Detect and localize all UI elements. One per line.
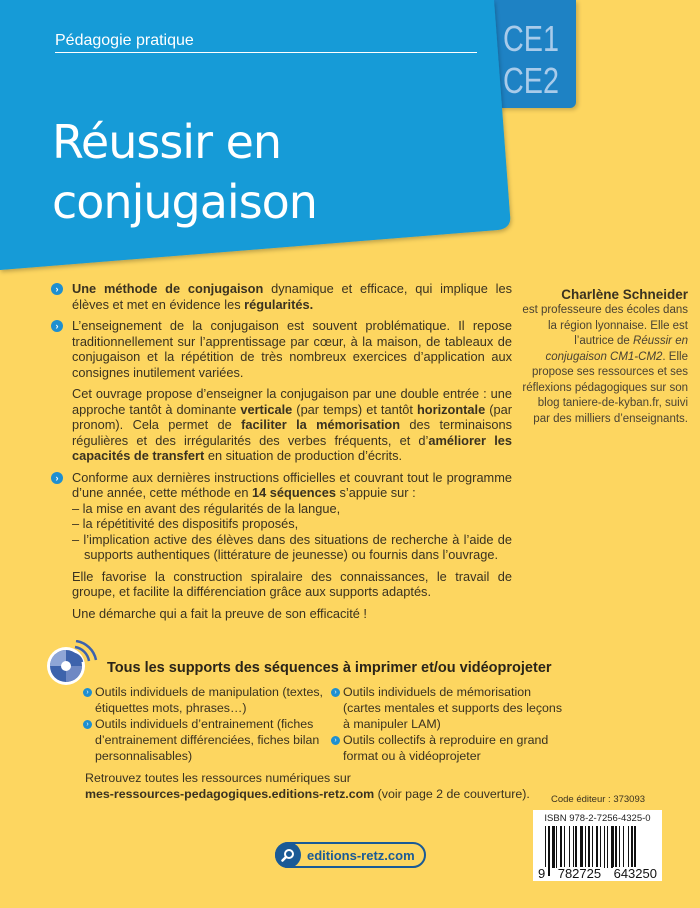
barcode-bar bbox=[588, 826, 590, 868]
list-item: – la répétitivité des dispositifs proposés, bbox=[72, 516, 299, 531]
cd-digital-icon bbox=[44, 640, 98, 686]
barcode-digit-group: 782725 bbox=[557, 866, 602, 881]
paragraph-problem: › L’enseignement de la conjugaison est souvent problématique. Il repose traditionnellement sur l’apprentissage par cœur, à la maison, de tableaux de conjugaison et la répétition de très nombreux exercices d’application aux consignes inutilement variées. bbox=[72, 318, 512, 380]
series-label: Pédagogie pratique bbox=[55, 32, 194, 49]
publisher-url: editions-retz.com bbox=[307, 847, 415, 863]
supports-right-list bbox=[333, 684, 563, 764]
title-line-2: conjugaison bbox=[52, 175, 317, 229]
barcode-bar bbox=[580, 826, 583, 868]
paragraph-program: › Conforme aux dernières instructions officielles et couvrant tout le programme d’une année, cette méthode en 14 séquences s’appuie sur : – la mise en avant des régularités de la langue, – la répétitivité des dispositifs proposés, – l’implication active des élèves dans des situations de recherche à l’aide de supports authentiques (littérature de jeunesse) ou fournis dans l’ouvrage. bbox=[72, 470, 512, 563]
bio-text: . Elle propose ses ressources et ses réflexions pédagogiques sur son blog taniere-de-kyban.fr, suivi par des milliers d’enseignants. bbox=[522, 350, 688, 425]
barcode-bar bbox=[560, 826, 562, 868]
barcode-bars bbox=[545, 826, 658, 868]
barcode-bar bbox=[607, 826, 608, 868]
program-list bbox=[72, 501, 512, 563]
series-underline bbox=[55, 52, 477, 53]
author-bio bbox=[518, 286, 688, 427]
barcode-digit-group: 9 bbox=[538, 866, 546, 881]
barcode-bar bbox=[628, 826, 629, 868]
isbn-barcode bbox=[533, 810, 662, 881]
level-ce2: CE2 bbox=[502, 60, 560, 101]
bullet-arrow-icon: › bbox=[331, 736, 340, 745]
publisher-website-link[interactable] bbox=[275, 842, 426, 868]
list-item: › Outils individuels de manipulation (textes, étiquettes mots, phrases…) bbox=[85, 684, 325, 716]
list-item: › Outils individuels de mémorisation (cartes mentales et supports des leçons à manipuler LAM) bbox=[333, 684, 563, 732]
list-item: › Outils individuels d’entrainement (fiches d’entrainement différenciées, fiches bilan personnalisables) bbox=[85, 716, 325, 764]
barcode-bar bbox=[585, 826, 586, 868]
bullet-arrow-icon: › bbox=[83, 720, 92, 729]
supports-left-list bbox=[85, 684, 325, 764]
barcode-bar bbox=[619, 826, 620, 868]
barcode-bar bbox=[611, 826, 614, 868]
supports-heading: Tous les supports des séquences à imprimer et/ou vidéoprojeter bbox=[107, 660, 552, 676]
resources-note: (voir page 2 de couverture). bbox=[374, 787, 530, 801]
bio-text: est professeure des écoles dans la région lyonnaise. Elle est l’autrice de bbox=[522, 304, 688, 347]
publisher-code: Code éditeur : 373093 bbox=[551, 794, 646, 805]
resources-text: Retrouvez toutes les ressources numériques sur bbox=[85, 771, 351, 785]
author-name: Charlène Schneider bbox=[561, 287, 688, 302]
search-icon bbox=[275, 842, 301, 868]
level-ce1: CE1 bbox=[502, 18, 560, 59]
paragraph-approach: Cet ouvrage propose d’enseigner la conjugaison par une double entrée : une approche tantôt à dominante verticale (par temps) et tantôt horizontale (par pronom). Cela permet de faciliter la mémorisation des terminaisons régulières et des irrégularités des verbes fréquents, et d’améliorer les capacités de transfert en situation de production d’écrits. bbox=[72, 386, 513, 463]
barcode-bar bbox=[564, 826, 565, 868]
barcode-bar bbox=[569, 826, 570, 868]
list-item: – l’implication active des élèves dans des situations de recherche à l’aide de supports authentiques (littérature de jeunesse) ou fournis dans l’ouvrage. bbox=[72, 531, 512, 562]
barcode-bar bbox=[623, 826, 624, 868]
isbn-text: ISBN 978-2-7256-4325-0 bbox=[544, 813, 651, 824]
barcode-bar bbox=[604, 826, 605, 868]
resources-notice bbox=[85, 770, 530, 802]
barcode-bar bbox=[573, 826, 574, 868]
barcode-bar bbox=[556, 826, 557, 868]
list-item: – la mise en avant des régularités de la langue, bbox=[72, 500, 341, 516]
paragraph-efficacy: Une démarche qui a fait la preuve de son efficacité ! bbox=[72, 605, 367, 621]
barcode-bar bbox=[600, 826, 601, 868]
barcode-bar bbox=[631, 826, 633, 868]
list-item: › Outils collectifs à reproduire en grand format ou à vidéoprojeter bbox=[333, 732, 563, 764]
bio-book-title: Réussir en conjugaison CM1-CM2 bbox=[545, 335, 688, 363]
paragraph-method: › Une méthode de conjugaison dynamique et efficace, qui implique les élèves et met en évidence les régularités. bbox=[72, 281, 512, 312]
bullet-arrow-icon: › bbox=[51, 283, 63, 295]
barcode-bar bbox=[552, 826, 555, 868]
barcode-bar bbox=[575, 826, 577, 868]
book-title bbox=[52, 112, 317, 232]
barcode-digits bbox=[537, 867, 658, 880]
bullet-arrow-icon: › bbox=[51, 320, 63, 332]
resources-link[interactable]: mes-ressources-pedagogiques.editions-retz.com bbox=[85, 787, 375, 801]
paragraph-spiral: Elle favorise la construction spiralaire des connaissances, le travail de groupe, et facilite la différenciation grâce aux supports adaptés. bbox=[72, 568, 512, 599]
barcode-bar bbox=[596, 826, 598, 868]
title-line-1: Réussir en bbox=[52, 115, 282, 169]
bullet-arrow-icon: › bbox=[51, 472, 63, 484]
barcode-digit-group: 643250 bbox=[613, 866, 657, 881]
bullet-arrow-icon: › bbox=[83, 688, 92, 697]
bullet-arrow-icon: › bbox=[331, 688, 340, 697]
barcode-bar bbox=[615, 826, 617, 868]
description bbox=[55, 281, 513, 627]
